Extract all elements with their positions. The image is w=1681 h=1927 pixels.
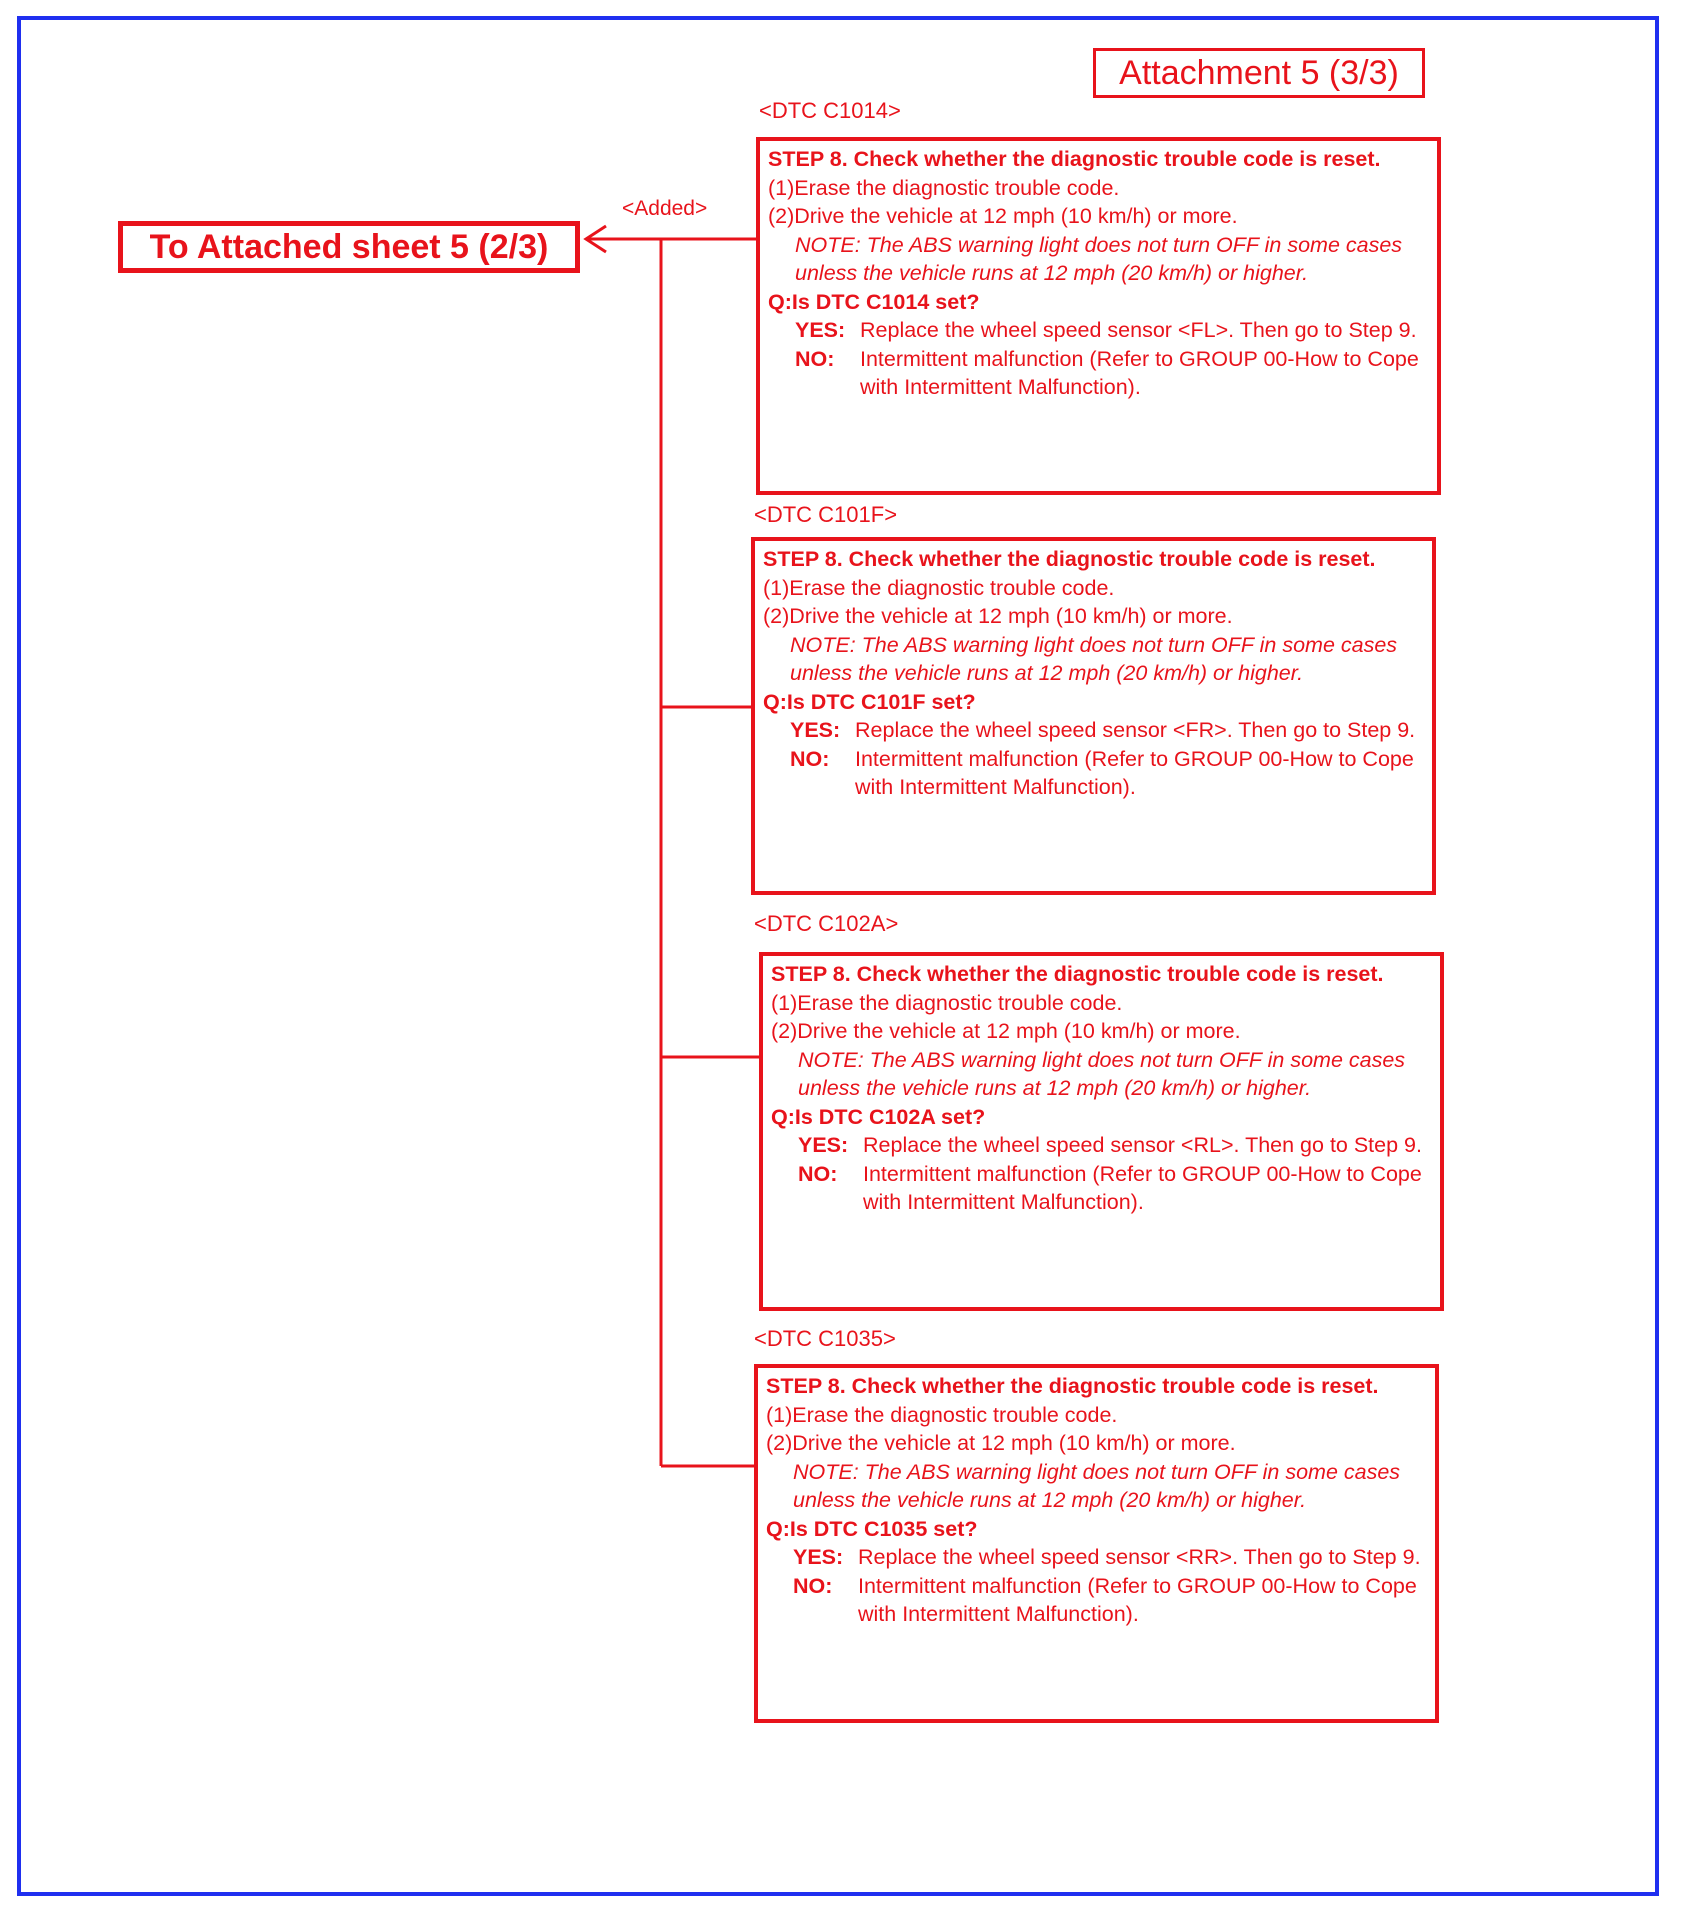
yes-text: Replace the wheel speed sensor <FR>. Then go to Step 9. [855, 718, 1416, 742]
yes-text: Replace the wheel speed sensor <RR>. Then go to Step 9. [858, 1545, 1421, 1569]
no-key: NO: [795, 346, 835, 371]
no-key: NO: [793, 1573, 833, 1598]
yes-text: Replace the wheel speed sensor <FL>. Then go to Step 9. [860, 318, 1417, 342]
no-answer [768, 345, 1429, 402]
attachment-title: Attachment 5 (3/3) [1093, 48, 1425, 98]
note: NOTE: The ABS warning light does not turn OFF in some cases unless the vehicle runs at 12 mph (20 km/h) or higher. [795, 232, 1403, 285]
no-answer [766, 1572, 1427, 1629]
instruction-drive: (2)Drive the vehicle at 12 mph (10 km/h) or more. [771, 1019, 1241, 1043]
step-box-c102a [759, 952, 1444, 1311]
note: NOTE: The ABS warning light does not turn OFF in some cases unless the vehicle runs at 12 mph (20 km/h) or higher. [793, 1459, 1401, 1512]
no-text: Intermittent malfunction (Refer to GROUP 00-How to Cope with Intermittent Malfunction). [863, 1161, 1422, 1214]
no-key: NO: [798, 1161, 838, 1186]
dtc-label: <DTC C102A> [754, 911, 899, 936]
no-answer [763, 745, 1424, 802]
yes-answer [771, 1131, 1432, 1160]
yes-answer [766, 1543, 1427, 1572]
added-label: <Added> [622, 197, 708, 220]
question: Q:Is DTC C1014 set? [768, 289, 980, 314]
instruction-erase: (1)Erase the diagnostic trouble code. [771, 990, 1123, 1015]
yes-key: YES: [795, 318, 846, 342]
step-box-c101f [751, 537, 1436, 895]
instruction-erase: (1)Erase the diagnostic trouble code. [768, 175, 1120, 200]
yes-key: YES: [790, 718, 841, 742]
instruction-erase: (1)Erase the diagnostic trouble code. [763, 575, 1115, 600]
step-title: STEP 8. Check whether the diagnostic trouble code is reset. [766, 1374, 1379, 1398]
instruction-drive: (2)Drive the vehicle at 12 mph (10 km/h) or more. [768, 204, 1238, 228]
yes-key: YES: [798, 1133, 849, 1157]
no-text: Intermittent malfunction (Refer to GROUP 00-How to Cope with Intermittent Malfunction). [855, 746, 1414, 799]
instruction-drive: (2)Drive the vehicle at 12 mph (10 km/h) or more. [766, 1431, 1236, 1455]
instruction-drive: (2)Drive the vehicle at 12 mph (10 km/h) or more. [763, 604, 1233, 628]
no-text: Intermittent malfunction (Refer to GROUP 00-How to Cope with Intermittent Malfunction). [858, 1573, 1417, 1626]
question: Q:Is DTC C1035 set? [766, 1516, 978, 1541]
attached-sheet-link[interactable]: To Attached sheet 5 (2/3) [118, 221, 580, 273]
step-box-c1035 [754, 1364, 1439, 1723]
dtc-label: <DTC C1035> [754, 1326, 896, 1351]
question: Q:Is DTC C102A set? [771, 1104, 986, 1129]
no-text: Intermittent malfunction (Refer to GROUP 00-How to Cope with Intermittent Malfunction). [860, 346, 1419, 399]
instruction-erase: (1)Erase the diagnostic trouble code. [766, 1402, 1118, 1427]
dtc-label: <DTC C101F> [754, 502, 898, 527]
yes-answer [768, 316, 1429, 345]
step-title: STEP 8. Check whether the diagnostic trouble code is reset. [768, 147, 1381, 171]
dtc-label: <DTC C1014> [759, 98, 901, 123]
step-title: STEP 8. Check whether the diagnostic trouble code is reset. [763, 547, 1376, 571]
note: NOTE: The ABS warning light does not turn OFF in some cases unless the vehicle runs at 12 mph (20 km/h) or higher. [790, 632, 1398, 685]
step-title: STEP 8. Check whether the diagnostic trouble code is reset. [771, 962, 1384, 986]
step-box-c1014 [756, 137, 1441, 495]
yes-key: YES: [793, 1545, 844, 1569]
no-answer [771, 1160, 1432, 1217]
no-key: NO: [790, 746, 830, 771]
question: Q:Is DTC C101F set? [763, 689, 976, 714]
yes-text: Replace the wheel speed sensor <RL>. Then go to Step 9. [863, 1133, 1422, 1157]
note: NOTE: The ABS warning light does not turn OFF in some cases unless the vehicle runs at 12 mph (20 km/h) or higher. [798, 1047, 1406, 1100]
yes-answer [763, 716, 1424, 745]
